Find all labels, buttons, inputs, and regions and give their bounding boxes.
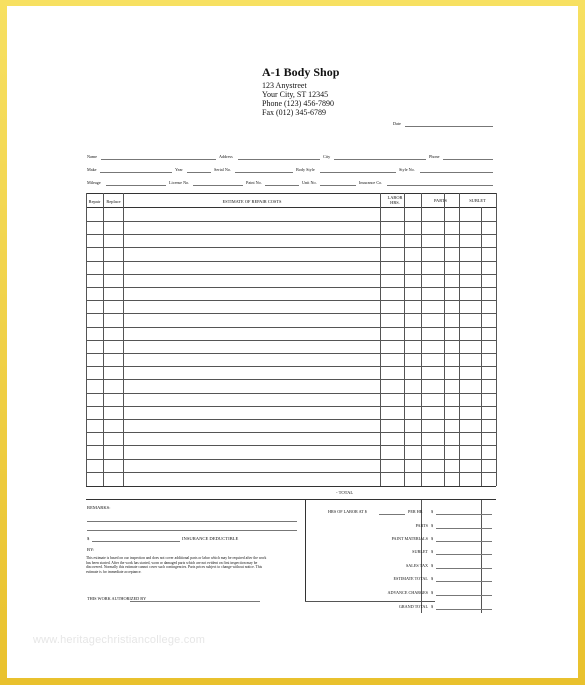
year-label: Year [175, 167, 183, 172]
license-field[interactable] [193, 185, 243, 186]
summary-currency: $ [431, 590, 434, 595]
address-field[interactable] [238, 159, 320, 160]
labor-hrs-header: LABOR HRS. [387, 195, 403, 205]
table-top-border [86, 193, 496, 194]
remarks-line-2[interactable] [87, 530, 297, 531]
table-column-divider [103, 193, 104, 486]
table-row[interactable] [86, 327, 496, 328]
shop-address: 123 Anystreet [262, 81, 307, 90]
mileage-label: Mileage [87, 180, 101, 185]
table-column-divider [380, 193, 381, 486]
table-column-divider [86, 193, 87, 486]
labor-rate-field[interactable] [379, 514, 405, 515]
summary-label: SALES TAX [405, 563, 428, 568]
table-column-divider [444, 193, 445, 486]
summary-amount-field[interactable] [436, 541, 492, 542]
style-no-field[interactable] [420, 172, 493, 173]
labor-total-field[interactable] [436, 514, 492, 515]
summary-currency: $ [431, 536, 434, 541]
insurance-currency: $ [87, 536, 90, 541]
table-row[interactable] [86, 287, 496, 288]
table-row[interactable] [86, 247, 496, 248]
summary-amount-field[interactable] [436, 609, 492, 610]
table-row[interactable] [86, 300, 496, 301]
total-border [86, 499, 496, 500]
labor-rate-label: HRS OF LABOR AT $ [328, 509, 367, 514]
date-label: Date [393, 121, 401, 126]
summary-label: PAINT MATERIALS [391, 536, 428, 541]
repair-header: Repair [88, 199, 101, 204]
insurance-co-label: Insurance Co. [359, 180, 383, 185]
table-column-divider [459, 193, 460, 486]
estimate-header: ESTIMATE OF REPAIR COSTS [222, 199, 282, 204]
shop-phone: Phone (123) 456-7890 [262, 99, 334, 108]
remarks-line-1[interactable] [87, 521, 297, 522]
sublet-header: SUBLET [469, 198, 486, 203]
unit-no-label: Unit No. [302, 180, 317, 185]
table-row[interactable] [86, 261, 496, 262]
table-row[interactable] [86, 353, 496, 354]
name-field[interactable] [101, 159, 216, 160]
table-row[interactable] [86, 406, 496, 407]
table-row[interactable] [86, 379, 496, 380]
summary-column-divider [421, 499, 422, 613]
table-row[interactable] [86, 459, 496, 460]
table-row[interactable] [86, 234, 496, 235]
table-column-divider [481, 207, 482, 486]
table-row[interactable] [86, 221, 496, 222]
license-label: License No. [169, 180, 190, 185]
summary-amount-field[interactable] [436, 528, 492, 529]
table-row[interactable] [86, 340, 496, 341]
summary-amount-field[interactable] [436, 581, 492, 582]
shop-name: A-1 Body Shop [262, 65, 340, 79]
shop-fax: Fax (012) 345-6789 [262, 108, 326, 117]
summary-left-border [305, 499, 306, 601]
table-row[interactable] [86, 393, 496, 394]
serial-label: Serial No. [214, 167, 231, 172]
city-label: City [323, 154, 331, 159]
authorized-label: THIS WORK AUTHORIZED BY [87, 596, 147, 601]
serial-field[interactable] [235, 172, 293, 173]
table-header-border [86, 207, 496, 208]
summary-amount-field[interactable] [436, 568, 492, 569]
name-label: Name [87, 154, 97, 159]
table-column-divider [421, 193, 422, 486]
by-label: BY: [87, 547, 95, 552]
paint-no-label: Paint No. [246, 180, 262, 185]
mileage-field[interactable] [106, 185, 166, 186]
per-hr-label: PER HR [408, 509, 423, 514]
table-row[interactable] [86, 432, 496, 433]
insurance-co-field[interactable] [387, 185, 493, 186]
total-label: - TOTAL [336, 490, 354, 495]
table-bottom-border [86, 486, 496, 487]
summary-currency: $ [431, 523, 434, 528]
summary-amount-field[interactable] [436, 554, 492, 555]
parts-header: PARTS [434, 198, 447, 203]
paint-no-field[interactable] [265, 185, 299, 186]
table-column-divider [496, 193, 497, 486]
table-row[interactable] [86, 445, 496, 446]
summary-currency: $ [431, 576, 434, 581]
address-label: Address [219, 154, 233, 159]
table-row[interactable] [86, 419, 496, 420]
city-field[interactable] [334, 159, 426, 160]
phone-label: Phone [429, 154, 440, 159]
summary-amount-field[interactable] [436, 595, 492, 596]
replace-header: Replace [106, 199, 121, 204]
make-label: Make [87, 167, 97, 172]
estimate-disclaimer: This estimate is based on our inspection and does not cover additional parts or labor which may be required after the work has been started. After the work has started, worn or damaged parts which are not evident on first inspection may be discovered. Normally this estimate cannot cover such contingencies. Parts prices subject to change without notice. This estimate is for immediate acceptance. [86, 556, 267, 574]
insurance-deductible-label: INSURANCE DEDUCTIBLE [182, 536, 239, 541]
summary-label: ESTIMATE TOTAL [393, 576, 428, 581]
remarks-label: REMARKS: [87, 505, 111, 510]
table-row[interactable] [86, 274, 496, 275]
summary-currency: $ [431, 604, 434, 609]
body-style-field[interactable] [320, 172, 396, 173]
summary-currency: $ [431, 563, 434, 568]
table-row[interactable] [86, 472, 496, 473]
summary-label: PARTS [415, 523, 428, 528]
insurance-deductible-field[interactable] [92, 541, 180, 542]
body-style-label: Body Style [296, 167, 315, 172]
authorized-signature-field[interactable] [130, 601, 260, 602]
unit-no-field[interactable] [320, 185, 356, 186]
summary-label: SUBLET [412, 549, 428, 554]
labor-total-currency: $ [431, 509, 434, 514]
summary-label: ADVANCE CHARGES [387, 590, 428, 595]
phone-field[interactable] [443, 159, 493, 160]
table-row[interactable] [86, 366, 496, 367]
table-column-divider [123, 193, 124, 486]
year-field[interactable] [187, 172, 211, 173]
summary-label: GRAND TOTAL [398, 604, 428, 609]
date-field[interactable] [405, 126, 493, 127]
summary-bottom-border [305, 601, 435, 602]
summary-currency: $ [431, 549, 434, 554]
make-field[interactable] [100, 172, 172, 173]
shop-city: Your City, ST 12345 [262, 90, 329, 99]
watermark: www.heritagechristiancollege.com [33, 634, 206, 646]
table-column-divider [404, 193, 405, 486]
style-no-label: Style No. [399, 167, 415, 172]
table-row[interactable] [86, 313, 496, 314]
